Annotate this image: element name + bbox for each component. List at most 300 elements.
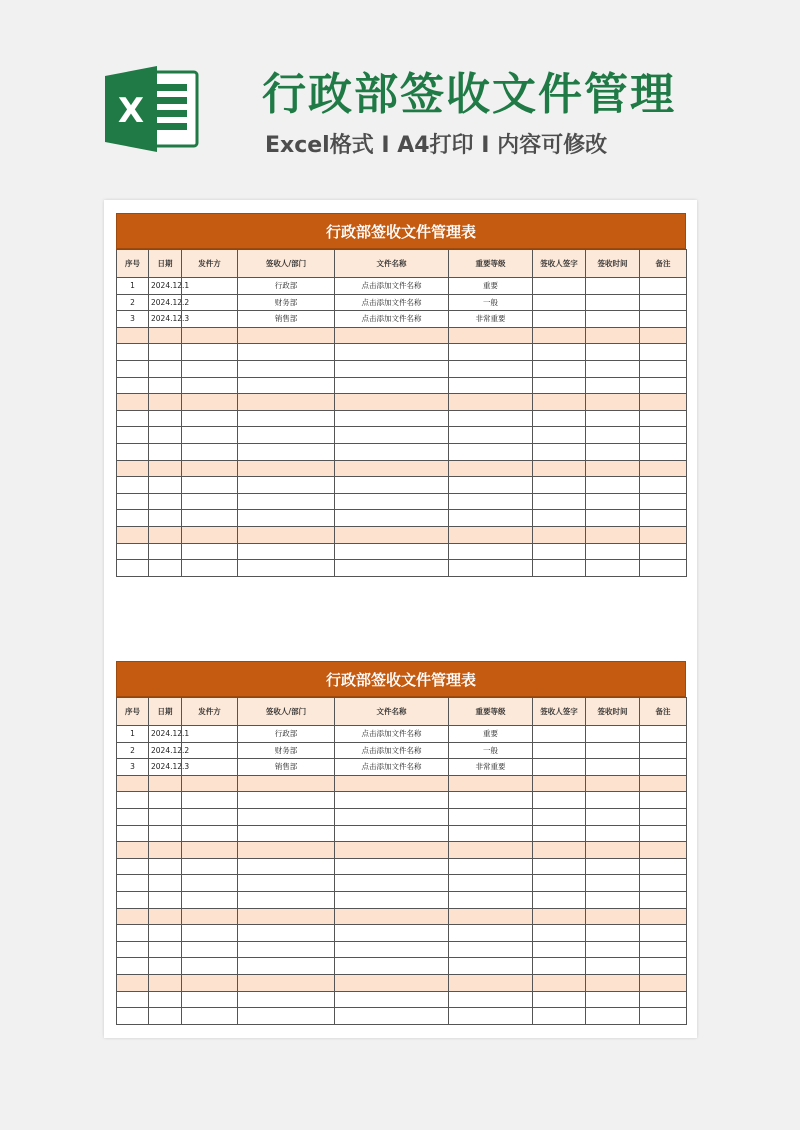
table-cell[interactable] [586,808,640,825]
table-cell[interactable] [586,327,640,344]
table-cell[interactable] [117,560,149,577]
table-cell[interactable] [640,377,687,394]
table-cell[interactable] [149,410,182,427]
table-cell[interactable] [533,443,586,460]
table-cell[interactable] [640,925,687,942]
table-cell[interactable] [640,775,687,792]
table-cell[interactable] [640,410,687,427]
table-cell[interactable] [238,460,335,477]
table-cell[interactable] [586,526,640,543]
table-cell[interactable] [533,327,586,344]
table-cell[interactable] [449,808,533,825]
table-cell[interactable] [117,908,149,925]
table-cell[interactable] [640,808,687,825]
table-cell[interactable] [335,327,449,344]
table-cell[interactable] [149,941,182,958]
table-cell[interactable] [117,925,149,942]
table-cell[interactable] [449,427,533,444]
table-cell[interactable] [117,526,149,543]
table-cell[interactable] [335,958,449,975]
table-cell[interactable] [117,327,149,344]
table-cell[interactable] [149,875,182,892]
table-cell[interactable] [149,958,182,975]
table-cell[interactable] [238,344,335,361]
table-cell[interactable] [533,825,586,842]
table-cell[interactable] [238,510,335,527]
table-cell[interactable] [117,974,149,991]
table-cell[interactable] [182,560,238,577]
table-cell[interactable] [640,510,687,527]
table-cell[interactable] [238,792,335,809]
table-cell[interactable] [533,360,586,377]
table-cell[interactable] [533,510,586,527]
table-cell[interactable]: 点击添加文件名称 [335,294,449,311]
table-cell[interactable] [586,294,640,311]
table-cell[interactable] [586,958,640,975]
table-cell[interactable] [182,858,238,875]
table-cell[interactable] [533,875,586,892]
table-cell[interactable]: 销售部 [238,759,335,776]
table-cell[interactable] [586,991,640,1008]
table-cell[interactable] [640,443,687,460]
table-cell[interactable]: 2 [117,294,149,311]
table-cell[interactable] [533,958,586,975]
table-cell[interactable] [117,1008,149,1025]
table-cell[interactable] [449,344,533,361]
table-cell[interactable] [149,792,182,809]
table-cell[interactable]: 财务部 [238,742,335,759]
table-cell[interactable] [182,294,238,311]
table-cell[interactable] [335,377,449,394]
table-cell[interactable]: 点击添加文件名称 [335,311,449,328]
table-cell[interactable] [640,344,687,361]
table-cell[interactable] [182,543,238,560]
table-cell[interactable] [449,327,533,344]
table-cell[interactable] [449,360,533,377]
table-cell[interactable] [182,510,238,527]
table-cell[interactable] [533,477,586,494]
table-cell[interactable]: 重要 [449,726,533,743]
table-cell[interactable] [149,858,182,875]
table-cell[interactable] [117,443,149,460]
table-cell[interactable] [533,858,586,875]
table-cell[interactable] [640,958,687,975]
table-cell[interactable] [335,808,449,825]
table-cell[interactable] [449,775,533,792]
table-cell[interactable] [335,875,449,892]
table-cell[interactable] [182,427,238,444]
table-cell[interactable] [117,825,149,842]
table-cell[interactable] [182,891,238,908]
table-cell[interactable] [117,543,149,560]
table-cell[interactable]: 2024.12.2 [149,742,182,759]
table-cell[interactable] [586,377,640,394]
table-cell[interactable] [533,560,586,577]
table-cell[interactable] [335,427,449,444]
table-cell[interactable] [533,410,586,427]
table-cell[interactable] [182,775,238,792]
table-cell[interactable] [335,792,449,809]
table-cell[interactable] [640,842,687,859]
table-cell[interactable] [149,543,182,560]
table-cell[interactable] [449,394,533,411]
table-cell[interactable] [640,825,687,842]
table-cell[interactable] [238,825,335,842]
table-cell[interactable] [586,792,640,809]
table-cell[interactable] [640,941,687,958]
table-cell[interactable] [182,311,238,328]
table-cell[interactable]: 2 [117,742,149,759]
table-cell[interactable] [238,526,335,543]
table-cell[interactable] [640,742,687,759]
table-cell[interactable] [182,908,238,925]
table-cell[interactable] [449,477,533,494]
table-cell[interactable] [586,908,640,925]
table-cell[interactable] [238,842,335,859]
table-cell[interactable]: 点击添加文件名称 [335,759,449,776]
table-cell[interactable]: 3 [117,311,149,328]
table-cell[interactable] [586,875,640,892]
table-cell[interactable] [117,842,149,859]
table-cell[interactable] [640,477,687,494]
table-cell[interactable] [640,792,687,809]
table-cell[interactable] [640,327,687,344]
table-cell[interactable] [449,925,533,942]
table-cell[interactable] [182,477,238,494]
table-cell[interactable] [640,360,687,377]
table-cell[interactable] [149,526,182,543]
table-cell[interactable] [335,344,449,361]
table-cell[interactable] [533,543,586,560]
table-cell[interactable] [533,775,586,792]
table-cell[interactable] [238,974,335,991]
table-cell[interactable] [533,526,586,543]
table-cell[interactable] [449,377,533,394]
table-cell[interactable] [533,460,586,477]
table-cell[interactable] [335,394,449,411]
table-cell[interactable] [238,377,335,394]
table-cell[interactable] [238,394,335,411]
table-cell[interactable] [182,958,238,975]
table-cell[interactable] [335,1008,449,1025]
table-cell[interactable] [586,510,640,527]
table-cell[interactable] [449,941,533,958]
table-cell[interactable] [640,1008,687,1025]
table-cell[interactable] [533,842,586,859]
table-cell[interactable] [533,394,586,411]
table-cell[interactable] [586,842,640,859]
table-cell[interactable]: 点击添加文件名称 [335,278,449,295]
table-cell[interactable]: 3 [117,759,149,776]
table-cell[interactable] [533,726,586,743]
table-cell[interactable] [182,344,238,361]
table-cell[interactable] [238,543,335,560]
table-cell[interactable] [449,974,533,991]
table-cell[interactable] [586,742,640,759]
table-cell[interactable] [586,360,640,377]
table-cell[interactable] [586,825,640,842]
table-cell[interactable] [182,925,238,942]
table-cell[interactable] [335,526,449,543]
table-cell[interactable] [449,875,533,892]
table-cell[interactable] [117,858,149,875]
table-cell[interactable] [182,410,238,427]
table-cell[interactable] [586,443,640,460]
table-cell[interactable] [449,792,533,809]
table-cell[interactable]: 2024.12.1 [149,726,182,743]
table-cell[interactable] [449,443,533,460]
table-cell[interactable] [182,394,238,411]
table-cell[interactable] [238,427,335,444]
table-cell[interactable] [149,377,182,394]
table-cell[interactable] [149,493,182,510]
table-cell[interactable]: 1 [117,278,149,295]
table-cell[interactable] [533,925,586,942]
table-cell[interactable] [586,974,640,991]
table-cell[interactable] [449,526,533,543]
table-cell[interactable] [335,543,449,560]
table-cell[interactable] [586,278,640,295]
table-cell[interactable] [640,974,687,991]
table-cell[interactable] [449,858,533,875]
table-cell[interactable] [182,278,238,295]
table-cell[interactable] [449,510,533,527]
table-cell[interactable] [182,327,238,344]
table-cell[interactable] [182,1008,238,1025]
table-cell[interactable] [149,394,182,411]
table-cell[interactable] [640,311,687,328]
table-cell[interactable] [238,958,335,975]
table-cell[interactable] [586,460,640,477]
table-cell[interactable] [640,294,687,311]
table-cell[interactable] [149,427,182,444]
table-cell[interactable] [238,360,335,377]
table-cell[interactable] [117,510,149,527]
table-cell[interactable] [117,460,149,477]
table-cell[interactable] [335,891,449,908]
table-cell[interactable] [182,726,238,743]
table-cell[interactable] [149,327,182,344]
table-cell[interactable] [640,460,687,477]
table-cell[interactable] [449,991,533,1008]
table-cell[interactable]: 一般 [449,742,533,759]
table-cell[interactable] [335,493,449,510]
table-cell[interactable]: 2024.12.3 [149,759,182,776]
table-cell[interactable] [117,493,149,510]
table-cell[interactable] [182,759,238,776]
table-cell[interactable] [238,991,335,1008]
table-cell[interactable] [640,759,687,776]
table-cell[interactable] [149,891,182,908]
table-cell[interactable] [449,958,533,975]
table-cell[interactable] [182,808,238,825]
table-cell[interactable] [182,377,238,394]
table-cell[interactable] [149,808,182,825]
table-cell[interactable] [149,1008,182,1025]
table-cell[interactable] [533,991,586,1008]
table-cell[interactable] [182,460,238,477]
table-cell[interactable] [117,958,149,975]
table-cell[interactable]: 行政部 [238,278,335,295]
table-cell[interactable] [640,726,687,743]
table-cell[interactable] [533,294,586,311]
table-cell[interactable] [238,941,335,958]
table-cell[interactable] [117,410,149,427]
table-cell[interactable] [335,460,449,477]
table-cell[interactable] [238,327,335,344]
table-cell[interactable] [117,360,149,377]
table-cell[interactable] [533,344,586,361]
table-cell[interactable]: 一般 [449,294,533,311]
table-cell[interactable] [640,394,687,411]
table-cell[interactable] [238,560,335,577]
table-cell[interactable] [149,477,182,494]
table-cell[interactable] [335,908,449,925]
table-cell[interactable] [533,908,586,925]
table-cell[interactable] [117,344,149,361]
table-cell[interactable] [238,477,335,494]
table-cell[interactable] [149,825,182,842]
table-cell[interactable] [533,278,586,295]
table-cell[interactable] [640,560,687,577]
table-cell[interactable] [640,875,687,892]
table-cell[interactable] [335,510,449,527]
table-cell[interactable] [149,925,182,942]
table-cell[interactable] [586,493,640,510]
table-cell[interactable] [182,941,238,958]
table-cell[interactable] [449,460,533,477]
table-cell[interactable] [238,875,335,892]
table-cell[interactable] [533,377,586,394]
table-cell[interactable] [586,543,640,560]
table-cell[interactable] [238,775,335,792]
table-cell[interactable] [149,443,182,460]
table-cell[interactable] [586,759,640,776]
table-cell[interactable] [449,560,533,577]
table-cell[interactable] [238,493,335,510]
table-cell[interactable] [586,477,640,494]
table-cell[interactable] [182,842,238,859]
table-cell[interactable] [640,427,687,444]
table-cell[interactable] [182,443,238,460]
table-cell[interactable] [449,410,533,427]
table-cell[interactable] [449,908,533,925]
table-cell[interactable] [335,443,449,460]
table-cell[interactable] [149,991,182,1008]
table-cell[interactable] [149,842,182,859]
table-cell[interactable] [586,891,640,908]
table-cell[interactable]: 2024.12.2 [149,294,182,311]
table-cell[interactable] [182,493,238,510]
table-cell[interactable] [238,808,335,825]
table-cell[interactable] [149,344,182,361]
table-cell[interactable]: 销售部 [238,311,335,328]
table-cell[interactable] [149,560,182,577]
table-cell[interactable] [335,842,449,859]
table-cell[interactable] [449,842,533,859]
table-cell[interactable] [117,427,149,444]
table-cell[interactable] [238,925,335,942]
table-cell[interactable] [149,775,182,792]
table-cell[interactable] [182,875,238,892]
table-cell[interactable] [640,991,687,1008]
table-cell[interactable] [149,360,182,377]
table-cell[interactable]: 重要 [449,278,533,295]
table-cell[interactable] [586,394,640,411]
table-cell[interactable]: 点击添加文件名称 [335,726,449,743]
table-cell[interactable] [182,742,238,759]
table-cell[interactable] [238,858,335,875]
table-cell[interactable]: 非常重要 [449,311,533,328]
table-cell[interactable] [586,560,640,577]
table-cell[interactable] [238,1008,335,1025]
table-cell[interactable] [640,908,687,925]
table-cell[interactable] [533,1008,586,1025]
table-cell[interactable] [335,925,449,942]
table-cell[interactable] [117,808,149,825]
table-cell[interactable] [238,908,335,925]
table-cell[interactable] [586,344,640,361]
table-cell[interactable] [586,427,640,444]
table-cell[interactable] [449,891,533,908]
table-cell[interactable] [182,974,238,991]
table-cell[interactable] [640,278,687,295]
table-cell[interactable] [117,875,149,892]
table-cell[interactable] [533,792,586,809]
table-cell[interactable] [335,560,449,577]
table-cell[interactable] [533,427,586,444]
table-cell[interactable] [586,410,640,427]
table-cell[interactable]: 1 [117,726,149,743]
table-cell[interactable] [117,775,149,792]
table-cell[interactable] [335,410,449,427]
table-cell[interactable] [533,759,586,776]
table-cell[interactable] [640,891,687,908]
table-cell[interactable] [449,493,533,510]
table-cell[interactable] [533,311,586,328]
table-cell[interactable] [640,858,687,875]
table-cell[interactable]: 2024.12.1 [149,278,182,295]
table-cell[interactable] [586,941,640,958]
table-cell[interactable] [533,974,586,991]
table-cell[interactable]: 财务部 [238,294,335,311]
table-cell[interactable] [182,792,238,809]
table-cell[interactable] [335,941,449,958]
table-cell[interactable] [640,526,687,543]
table-cell[interactable] [117,891,149,908]
table-cell[interactable] [117,991,149,1008]
table-cell[interactable] [533,742,586,759]
table-cell[interactable] [117,377,149,394]
table-cell[interactable] [449,543,533,560]
table-cell[interactable]: 行政部 [238,726,335,743]
table-cell[interactable] [586,1008,640,1025]
table-cell[interactable] [586,775,640,792]
table-cell[interactable] [335,775,449,792]
table-cell[interactable] [640,493,687,510]
table-cell[interactable] [335,858,449,875]
table-cell[interactable] [533,493,586,510]
table-cell[interactable] [149,974,182,991]
table-cell[interactable] [182,526,238,543]
table-cell[interactable] [238,443,335,460]
table-cell[interactable] [586,925,640,942]
table-cell[interactable] [149,908,182,925]
table-cell[interactable] [335,477,449,494]
table-cell[interactable] [449,1008,533,1025]
table-cell[interactable] [449,825,533,842]
table-cell[interactable]: 2024.12.3 [149,311,182,328]
